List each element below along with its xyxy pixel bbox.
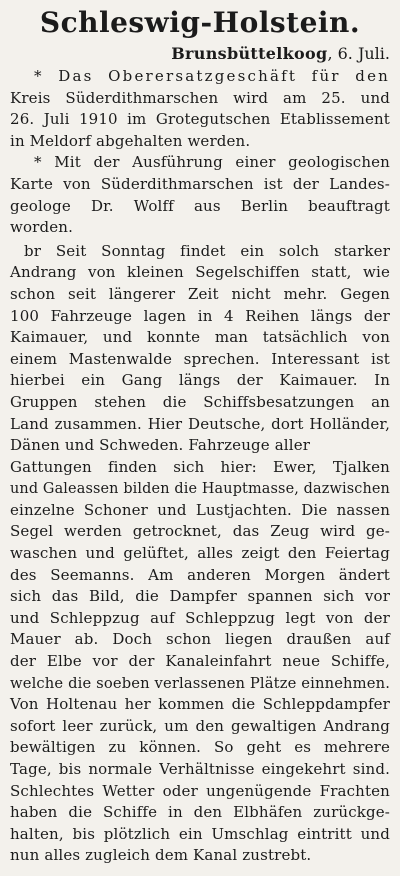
- article-line: und Galeassen bilden die Hauptmasse, dazwischen: [10, 479, 390, 498]
- article-line: worden.: [10, 218, 73, 237]
- dateline-date: , 6. Juli.: [327, 44, 390, 63]
- article-line: Segel werden getrocknet, das Zeug wird ge-: [10, 522, 390, 541]
- article-line: Karte von Süderdithmarschen ist der Landes-: [10, 174, 390, 193]
- article-line: bewältigen zu können. So geht es mehrere: [10, 738, 390, 757]
- article-line: Gattungen finden sich hier: Ewer, Tjalken: [10, 457, 390, 476]
- article-line: der Elbe vor der Kanaleinfahrt neue Schiffe,: [10, 652, 391, 671]
- article-line: sich das Bild, die Dampfer spannen sich vor: [10, 587, 391, 606]
- article-line: Mauer ab. Doch schon liegen draußen auf: [10, 630, 390, 649]
- article-line: halten, bis plötzlich ein Umschlag eintritt und: [10, 824, 390, 843]
- article-line: des Seemanns. Am anderen Morgen ändert: [10, 565, 390, 584]
- article-line: geologe Dr. Wolff aus Berlin beauftragt: [10, 196, 390, 215]
- article-line: waschen und gelüftet, alles zeigt den Feiertag: [10, 544, 390, 563]
- article-line: Von Holtenau her kommen die Schleppdampfer: [10, 695, 390, 714]
- article-line: einem Mastenwalde sprechen. Interessant ist: [10, 349, 390, 368]
- article-line: einzelne Schoner und Lustjachten. Die nassen: [10, 500, 391, 519]
- article-line: sofort leer zurück, um den gewaltigen Andrang: [10, 716, 391, 735]
- news-item-ersatzgeschaeft: [10, 66, 390, 152]
- news-item-segelschiffe: [10, 241, 390, 867]
- article-line: in Meldorf abgehalten werden.: [10, 131, 251, 150]
- article-line: * Das Oberersatzgeschäft für den: [34, 67, 391, 85]
- article-line: Kreis Süderdithmarschen wird am 25. und: [10, 88, 391, 107]
- article-line: Kaimauer, und konnte man tatsächlich von: [10, 328, 391, 347]
- section-heading: Schleswig-Holstein.: [39, 6, 361, 39]
- article-line: und Schleppzug auf Schleppzug legt von der: [10, 608, 390, 627]
- article-line: 100 Fahrzeuge lagen in 4 Reihen längs der: [10, 306, 390, 325]
- article-line: Dänen und Schweden. Fahrzeuge aller: [10, 436, 311, 455]
- article-line: br Seit Sonntag findet ein solch starker: [24, 241, 391, 260]
- article-line: Gruppen stehen die Schiffsbesatzungen an: [10, 392, 390, 411]
- article-line: nun alles zugleich dem Kanal zustrebt.: [10, 846, 312, 865]
- article-line: * Mit der Ausführung einer geologischen: [34, 153, 390, 172]
- article-line: Schlechtes Wetter oder ungenügende Frachten: [10, 781, 390, 800]
- article-line: hierbei ein Gang längs der Kaimauer. In: [10, 371, 390, 390]
- article-line: Land zusammen. Hier Deutsche, dort Holländer,: [10, 414, 390, 433]
- dateline-place: Brunsbüttelkoog: [171, 44, 328, 63]
- article-line: Tage, bis normale Verhältnisse eingekehrt sind.: [10, 760, 390, 778]
- news-item-geologische-karte: [10, 152, 390, 238]
- article-line: haben die Schiffe in den Elbhäfen zurückge-: [10, 803, 391, 822]
- dateline: [10, 44, 390, 64]
- article-line: 26. Juli 1910 im Grotegutschen Etablissement: [10, 110, 390, 129]
- article-line: welche die soeben verlassenen Plätze einnehmen.: [10, 673, 391, 692]
- article-line: Andrang von kleinen Segelschiffen statt, wie: [10, 263, 390, 282]
- article-line: schon seit längerer Zeit nicht mehr. Gegen: [10, 284, 390, 303]
